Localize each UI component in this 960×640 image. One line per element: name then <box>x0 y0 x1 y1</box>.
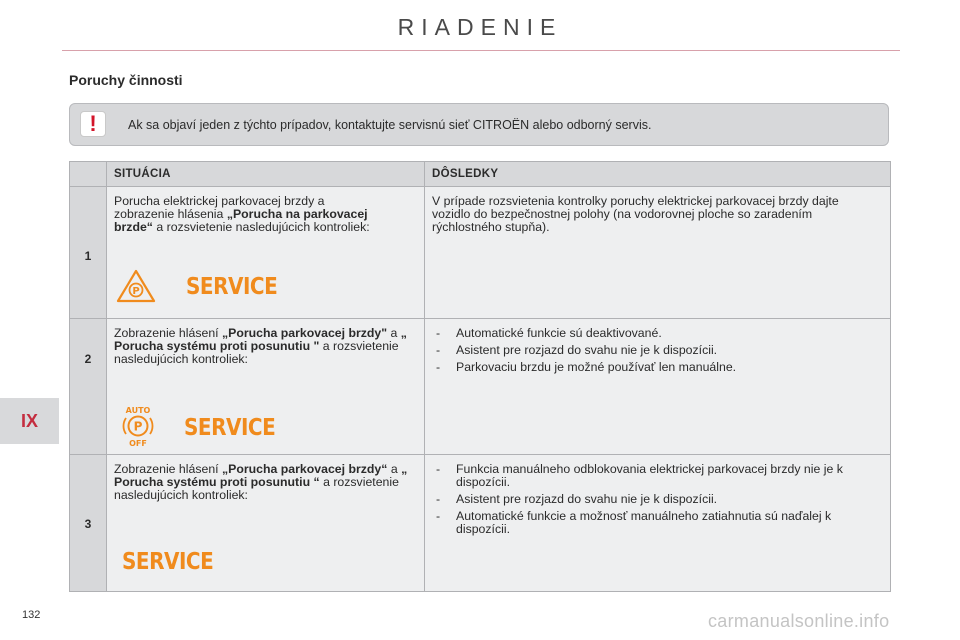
consequence-list <box>432 327 877 378</box>
situation-text-part: a rozsvietenie nasledujúcich kontroliek: <box>114 339 399 366</box>
auto-label: AUTO <box>125 406 151 415</box>
row-divider <box>70 186 890 187</box>
consequence-list <box>432 463 877 540</box>
list-item-text: Asistent pre rozjazd do svahu nie je k dispozícii. <box>456 343 718 357</box>
exclamation-icon <box>80 111 106 137</box>
situation-text-bold: „ Porucha systému proti posunutiu " <box>114 326 407 353</box>
consequence-text: V prípade rozsvietenia kontrolky poruchy elektrickej parkovacej brzdy dajte vozidlo do bezpečnostnej polohy (na vodorovnej ploche so zaradením rýchlostného stupňa). <box>432 194 839 234</box>
list-item-text: Automatické funkcie a možnosť manuálneho zatiahnutia sú naďalej k dispozícii. <box>456 509 832 536</box>
situation-text-bold: „Porucha na parkovacej brzde“ <box>114 207 368 234</box>
section-heading: Poruchy činnosti <box>69 72 183 88</box>
list-item-text: Automatické funkcie sú deaktivované. <box>456 326 662 340</box>
list-item <box>432 361 877 374</box>
page-title: RIADENIE <box>397 14 563 40</box>
parking-brake-warning-icon <box>116 269 156 303</box>
page-number: 132 <box>22 609 41 621</box>
list-item-text: Parkovaciu brzdu je možné používať len manuálne. <box>456 360 737 374</box>
dash: - <box>436 509 441 523</box>
situation-text <box>114 463 410 502</box>
dash: - <box>436 462 441 476</box>
column-divider <box>106 162 107 591</box>
situation-text-part: a <box>387 326 401 340</box>
service-warning-label: SERVICE <box>184 413 276 441</box>
dash: - <box>436 360 441 374</box>
chapter-tab <box>0 398 59 444</box>
p-label: P <box>133 419 143 434</box>
list-item <box>432 493 877 506</box>
off-label: OFF <box>129 439 147 447</box>
situation-text-part: Zobrazenie hlásení <box>114 326 223 340</box>
list-item <box>432 327 877 340</box>
row-number: 2 <box>84 352 92 366</box>
chapter-tab-label: IX <box>20 411 38 431</box>
exclamation-glyph: ! <box>89 111 97 136</box>
situation-text-part: a rozsvietenie nasledujúcich kontroliek: <box>114 475 399 502</box>
list-item-text: Asistent pre rozjazd do svahu nie je k dispozícii. <box>456 492 718 506</box>
row-number: 3 <box>84 517 92 531</box>
service-warning-label: SERVICE <box>122 547 214 575</box>
situation-text-bold: „ Porucha systému proti posunutiu “ <box>114 462 408 489</box>
list-item <box>432 510 877 536</box>
warning-text: Ak sa objaví jeden z týchto prípadov, kontaktujte servisnú sieť CITROËN alebo odborný servis. <box>128 118 652 132</box>
service-warning-label: SERVICE <box>186 272 278 300</box>
malfunctions-table <box>69 161 891 592</box>
header-situation: SITUÁCIA <box>114 168 171 180</box>
situation-text-part: a rozsvietenie nasledujúcich kontroliek: <box>152 220 370 234</box>
list-item <box>432 344 877 357</box>
situation-text-part: Porucha elektrickej parkovacej brzdy a zobrazenie hlásenia <box>114 194 325 221</box>
dash: - <box>436 343 441 357</box>
situation-text <box>114 327 410 366</box>
dash: - <box>436 326 441 340</box>
situation-text-bold: „Porucha parkovacej brzdy“ <box>222 462 388 476</box>
auto-parking-brake-off-icon <box>118 405 158 447</box>
header-consequences: DÔSLEDKY <box>432 168 499 180</box>
list-item <box>432 463 877 489</box>
svg-text:P: P <box>132 286 140 297</box>
row-number: 1 <box>84 249 92 263</box>
situation-text-part: a <box>387 462 402 476</box>
watermark-text: carmanualsonline.info <box>708 611 890 631</box>
situation-text <box>114 195 376 234</box>
column-divider <box>424 162 425 591</box>
warning-callout <box>69 103 889 146</box>
situation-text-part: Zobrazenie hlásení <box>114 462 223 476</box>
row-divider <box>70 318 890 319</box>
row-divider <box>70 454 890 455</box>
title-divider <box>62 50 900 51</box>
situation-text-bold: „Porucha parkovacej brzdy" <box>222 326 388 340</box>
list-item-text: Funkcia manuálneho odblokovania elektrickej parkovacej brzdy nie je k dispozícii. <box>456 462 843 489</box>
dash: - <box>436 492 441 506</box>
